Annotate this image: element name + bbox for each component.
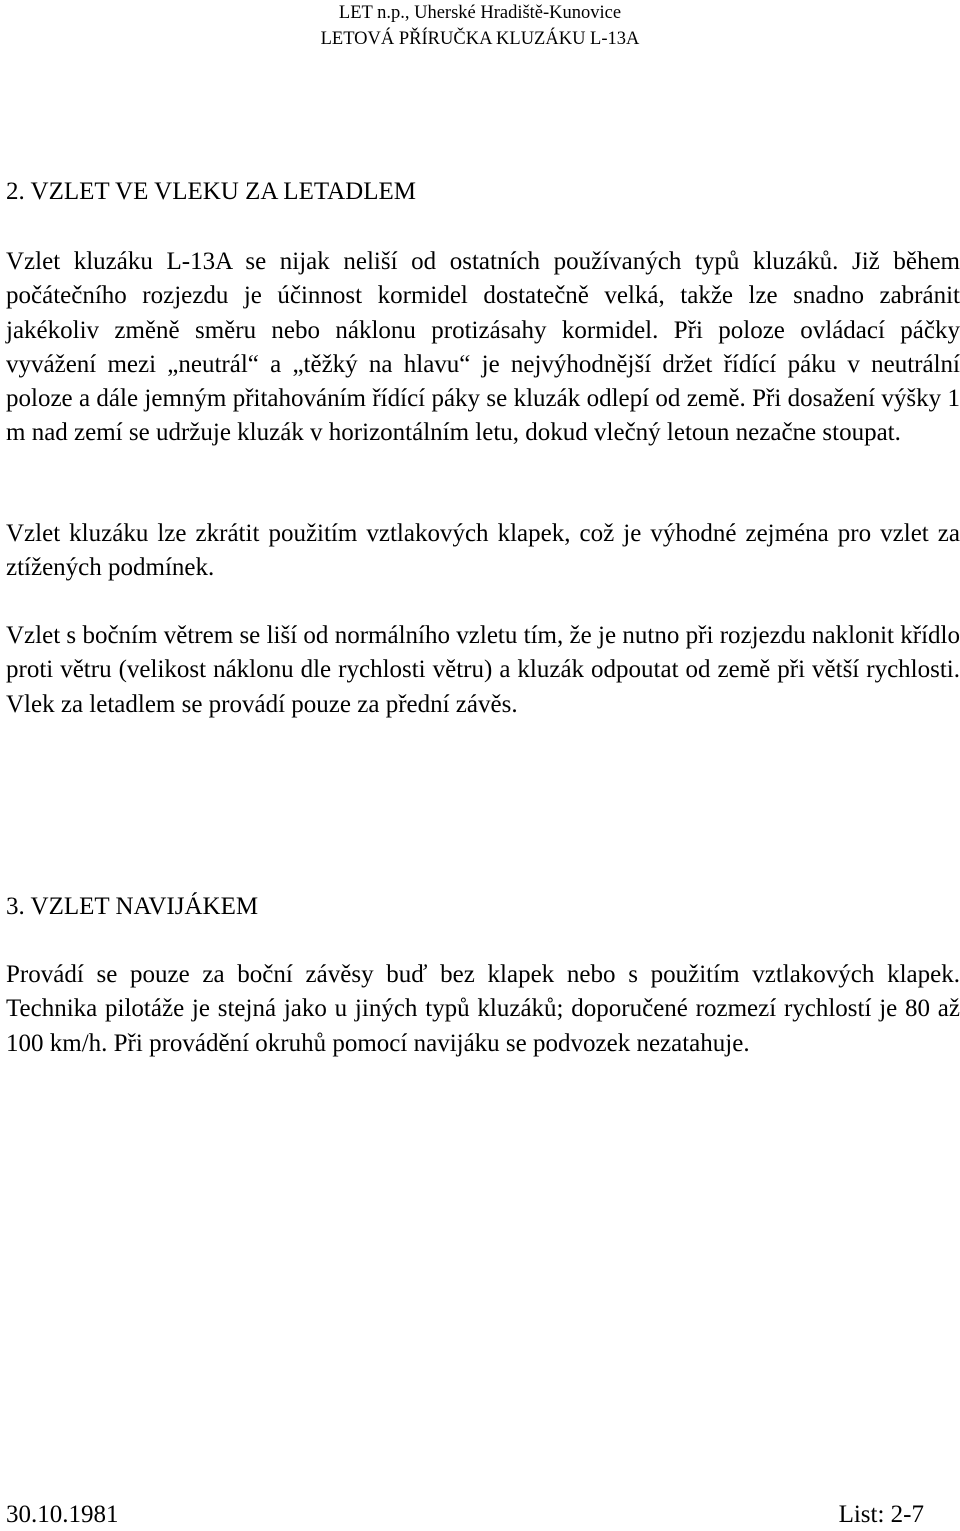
header-company: LET n.p., Uherské Hradiště-Kunovice [338,3,622,23]
section-2-paragraph-3: Vzlet s bočním větrem se liší od normálního vzletu tím, že je nutno při rozjezdu naklonit křídlo proti větru (velikost náklonu dle rychlosti větru) a kluzák odpoutat od země při větší rychlosti. Vlek za letadlem se provádí pouze za přední závěs. [6,622,960,718]
header-manual-title: LETOVÁ PŘÍRUČKA KLUZÁKU L-13A [320,29,640,49]
section-3-paragraph-1: Provádí se pouze za boční závěsy buď bez klapek nebo s použitím vztlakových klapek. Technika pilotáže je stejná jako u jiných typů kluzáků; doporučené rozmezí rychlostí je 80 až 100 km/h. Při provádění okruhů pomocí navijáku se podvozek nezatahuje. [6,961,960,1057]
footer-page-number: List: 2-7 [838,1501,924,1528]
section-2-paragraph-1: Vzlet kluzáku L-13A se nijak neliší od ostatních používaných typů kluzáků. Již během počátečního rozjezdu je účinnost kormidel dostatečně velká, takže lze snadno zabránit jakékoliv změně směru nebo náklonu protizásahy kormidel. Při poloze ovládací páčky vyvážení mezi „neutrál“ a „těžký na hlavu“ je nejvýhodnější držet řídící páku v neutrální poloze a dále jemným přitahováním řídící páky se kluzák odlepí od země. Při dosažení výšky 1 m nad zemí se udržuje kluzák v horizontálním letu, dokud vlečný letoun nezačne stoupat. [6,248,960,447]
section-2-paragraph-2: Vzlet kluzáku lze zkrátit použitím vztlakových klapek, což je výhodné zejména pro vzlet za ztížených podmínek. [6,520,960,582]
section-3-heading: 3. VZLET NAVIJÁKEM [6,893,259,920]
footer-date: 30.10.1981 [6,1501,119,1528]
page-header [0,0,960,52]
section-2-heading: 2. VZLET VE VLEKU ZA LETADLEM [6,178,416,205]
